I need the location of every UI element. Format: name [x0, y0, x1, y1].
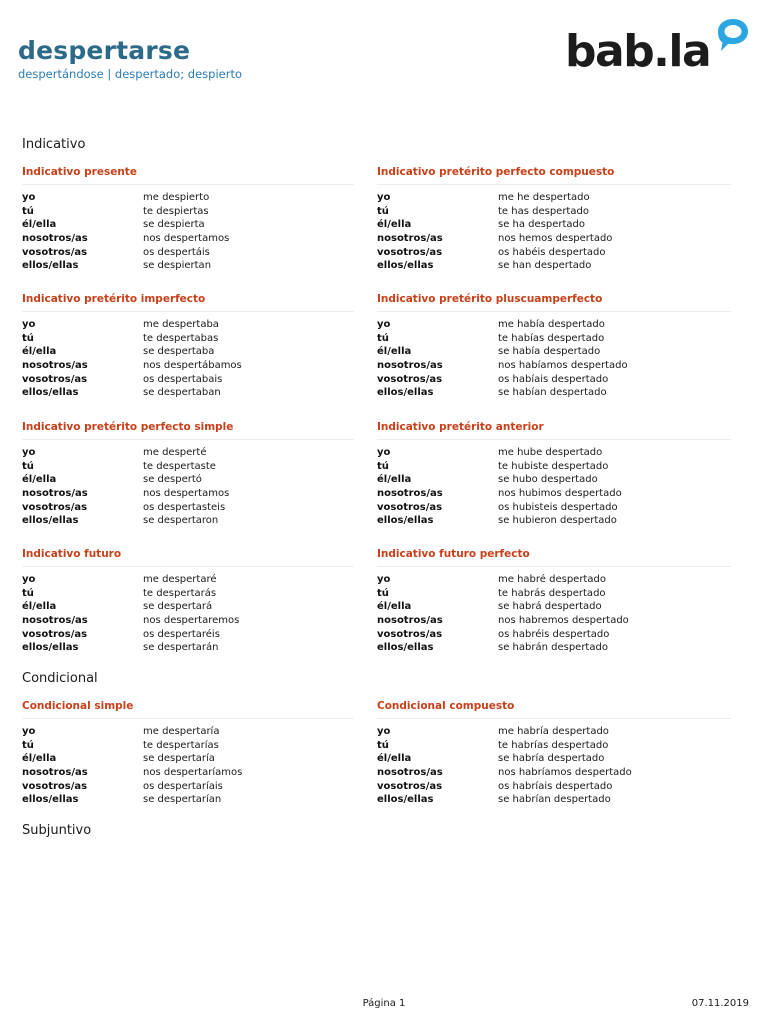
- pronoun: yo: [377, 319, 391, 330]
- tense-block: [377, 698, 731, 807]
- conjugation-list: [377, 191, 731, 273]
- conjugation-row: [22, 739, 354, 753]
- conjugation-row: [377, 641, 731, 655]
- tense-block: [377, 164, 731, 273]
- verb-form: os despertáis: [143, 246, 210, 258]
- conjugation-row: [22, 318, 354, 332]
- conjugation-row: [377, 725, 731, 739]
- pronoun: vosotros/as: [377, 373, 443, 385]
- conjugation-row: [377, 232, 731, 246]
- verb-form: te has despertado: [498, 205, 589, 217]
- tense-title: Indicativo futuro: [22, 546, 354, 567]
- pronoun: yo: [22, 192, 36, 203]
- tense-block: [22, 546, 354, 655]
- mood-indicativo: Indicativo: [22, 137, 86, 152]
- tense-block: [22, 164, 354, 273]
- conjugation-row: [22, 725, 354, 739]
- verb-form: os habíais despertado: [498, 373, 609, 385]
- conjugation-row: [22, 766, 354, 780]
- verb-form: te despertarás: [143, 587, 217, 599]
- conjugation-row: [377, 345, 731, 359]
- pronoun: nosotros/as: [22, 488, 88, 500]
- verb-forms: despertándose | despertado; despierto: [18, 67, 243, 81]
- pronoun: tú: [377, 460, 389, 472]
- pronoun: nosotros/as: [22, 233, 88, 245]
- verb-form: nos despertaríamos: [143, 767, 243, 779]
- pronoun: vosotros/as: [22, 501, 88, 513]
- pronoun: yo: [22, 574, 36, 585]
- pronoun: ellos/ellas: [22, 387, 79, 399]
- conjugation-list: [377, 573, 731, 655]
- conjugation-row: [22, 487, 354, 501]
- pronoun: yo: [377, 192, 391, 203]
- pronoun: ellos/ellas: [377, 794, 434, 806]
- conjugation-row: [377, 218, 731, 232]
- pronoun: nosotros/as: [377, 233, 443, 245]
- verb-form: se hubo despertado: [498, 474, 598, 486]
- conjugation-row: [377, 614, 731, 628]
- mood-condicional: Condicional: [22, 671, 98, 686]
- pronoun: tú: [377, 332, 389, 344]
- speech-bubble-icon: [713, 16, 753, 56]
- verb-form: se han despertado: [498, 260, 592, 272]
- pronoun: ellos/ellas: [22, 260, 79, 272]
- conjugation-row: [22, 752, 354, 766]
- pronoun: yo: [22, 726, 36, 737]
- tense-title: Indicativo pretérito anterior: [377, 419, 731, 440]
- conjugation-row: [22, 218, 354, 232]
- pronoun: ellos/ellas: [377, 515, 434, 527]
- pronoun: nosotros/as: [377, 488, 443, 500]
- verb-form: os despertasteis: [143, 501, 226, 513]
- pronoun: él/ella: [377, 601, 412, 613]
- conjugation-row: [377, 332, 731, 346]
- conjugation-row: [22, 641, 354, 655]
- conjugation-row: [377, 587, 731, 601]
- verb-form: se despertarán: [143, 642, 219, 654]
- verb-form: os habréis despertado: [498, 628, 610, 640]
- tense-title: Indicativo pretérito perfecto compuesto: [377, 164, 731, 185]
- pronoun: tú: [377, 587, 389, 599]
- pronoun: nosotros/as: [22, 767, 88, 779]
- pronoun: yo: [22, 447, 36, 458]
- conjugation-row: [22, 473, 354, 487]
- verb-form: se habían despertado: [498, 387, 607, 399]
- tense-title: Indicativo pretérito imperfecto: [22, 291, 354, 312]
- conjugation-row: [22, 460, 354, 474]
- conjugation-list: [22, 573, 354, 655]
- pronoun: él/ella: [22, 346, 57, 358]
- conjugation-row: [377, 600, 731, 614]
- pronoun: nosotros/as: [22, 360, 88, 372]
- conjugation-row: [22, 514, 354, 528]
- conjugation-row: [22, 259, 354, 273]
- conjugation-row: [22, 628, 354, 642]
- verb-form: me despertaba: [143, 319, 219, 330]
- pronoun: ellos/ellas: [377, 387, 434, 399]
- verb-form: nos habíamos despertado: [498, 360, 628, 372]
- conjugation-row: [22, 587, 354, 601]
- conjugation-row: [377, 246, 731, 260]
- conjugation-row: [22, 614, 354, 628]
- pronoun: yo: [22, 319, 36, 330]
- pronoun: ellos/ellas: [377, 642, 434, 654]
- conjugation-list: [22, 446, 354, 528]
- verb-form: nos habríamos despertado: [498, 767, 632, 779]
- tense-block: [22, 291, 354, 400]
- conjugation-list: [22, 318, 354, 400]
- verb-form: os habéis despertado: [498, 246, 606, 258]
- verb-form: os hubisteis despertado: [498, 501, 618, 513]
- pronoun: él/ella: [22, 474, 57, 486]
- pronoun: él/ella: [22, 601, 57, 613]
- pronoun: nosotros/as: [22, 615, 88, 627]
- conjugation-row: [377, 473, 731, 487]
- verb-form: me había despertado: [498, 319, 605, 330]
- verb-form: se habría despertado: [498, 753, 605, 765]
- conjugation-row: [377, 386, 731, 400]
- pronoun: vosotros/as: [22, 246, 88, 258]
- verb-form: se habrán despertado: [498, 642, 608, 654]
- pronoun: tú: [22, 739, 34, 751]
- verb-form: te habrías despertado: [498, 739, 609, 751]
- verb-form: me desperté: [143, 447, 207, 458]
- verb-form: me habré despertado: [498, 574, 606, 585]
- pronoun: vosotros/as: [377, 780, 443, 792]
- verb-form: te despiertas: [143, 205, 209, 217]
- tense-title: Condicional compuesto: [377, 698, 731, 719]
- conjugation-row: [377, 780, 731, 794]
- verb-form: me despertaré: [143, 574, 217, 585]
- verb-form: nos hubimos despertado: [498, 488, 622, 500]
- logo-text: bab.la: [565, 26, 711, 77]
- tense-block: [22, 698, 354, 807]
- conjugation-row: [377, 752, 731, 766]
- pronoun: ellos/ellas: [377, 260, 434, 272]
- verb-form: se despertó: [143, 474, 202, 486]
- conjugation-row: [22, 793, 354, 807]
- conjugation-row: [22, 345, 354, 359]
- verb-form: nos despertamos: [143, 488, 230, 500]
- verb-form: se despertaban: [143, 387, 221, 399]
- verb-form: se despertaba: [143, 346, 215, 358]
- conjugation-row: [377, 259, 731, 273]
- pronoun: tú: [377, 739, 389, 751]
- conjugation-list: [377, 318, 731, 400]
- conjugation-list: [377, 725, 731, 807]
- babla-logo: [565, 16, 755, 80]
- verb-form: se habrían despertado: [498, 794, 611, 806]
- conjugation-row: [377, 514, 731, 528]
- print-date: 07.11.2019: [691, 998, 749, 1009]
- conjugation-row: [377, 501, 731, 515]
- tense-title: Indicativo futuro perfecto: [377, 546, 731, 567]
- verb-form: se despertaron: [143, 515, 219, 527]
- verb-form: se despertará: [143, 601, 213, 613]
- verb-form: me he despertado: [498, 192, 590, 203]
- verb-form: se despiertan: [143, 260, 212, 272]
- conjugation-row: [377, 191, 731, 205]
- conjugation-row: [22, 501, 354, 515]
- tense-title: Condicional simple: [22, 698, 354, 719]
- conjugation-row: [377, 359, 731, 373]
- pronoun: tú: [22, 332, 34, 344]
- conjugation-row: [377, 487, 731, 501]
- verb-form: nos hemos despertado: [498, 233, 613, 245]
- pronoun: ellos/ellas: [22, 515, 79, 527]
- verb-form: me despierto: [143, 192, 210, 203]
- conjugation-row: [377, 628, 731, 642]
- verb-form: nos habremos despertado: [498, 615, 629, 627]
- verb-form: se habrá despertado: [498, 601, 602, 613]
- tense-block: [377, 419, 731, 528]
- pronoun: él/ella: [377, 753, 412, 765]
- conjugation-row: [22, 205, 354, 219]
- pronoun: vosotros/as: [22, 373, 88, 385]
- verb-form: se hubieron despertado: [498, 515, 617, 527]
- verb-form: os despertabais: [143, 373, 223, 385]
- verb-form: te habías despertado: [498, 332, 605, 344]
- verb-form: te hubiste despertado: [498, 460, 609, 472]
- conjugation-row: [377, 318, 731, 332]
- verb-form: os habríais despertado: [498, 780, 613, 792]
- mood-subjuntivo: Subjuntivo: [22, 823, 92, 838]
- tense-block: [377, 546, 731, 655]
- pronoun: él/ella: [377, 346, 412, 358]
- pronoun: vosotros/as: [377, 246, 443, 258]
- conjugation-row: [377, 373, 731, 387]
- conjugation-list: [377, 446, 731, 528]
- tense-block: [22, 419, 354, 528]
- pronoun: ellos/ellas: [22, 642, 79, 654]
- conjugation-row: [22, 359, 354, 373]
- verb-form: te despertabas: [143, 332, 219, 344]
- page-header: [18, 38, 242, 81]
- verb-form: os despertaréis: [143, 628, 220, 640]
- verb-form: nos despertamos: [143, 233, 230, 245]
- conjugation-row: [22, 246, 354, 260]
- pronoun: vosotros/as: [377, 628, 443, 640]
- verb-title: despertarse: [18, 36, 191, 65]
- tense-title: Indicativo pretérito pluscuamperfecto: [377, 291, 731, 312]
- conjugation-list: [22, 191, 354, 273]
- conjugation-row: [22, 573, 354, 587]
- conjugation-row: [22, 600, 354, 614]
- conjugation-row: [22, 386, 354, 400]
- pronoun: él/ella: [22, 219, 57, 231]
- conjugation-row: [377, 205, 731, 219]
- conjugation-row: [22, 191, 354, 205]
- verb-form: te despertaste: [143, 460, 216, 472]
- pronoun: ellos/ellas: [22, 794, 79, 806]
- pronoun: tú: [377, 205, 389, 217]
- conjugation-row: [22, 373, 354, 387]
- conjugation-list: [22, 725, 354, 807]
- pronoun: nosotros/as: [377, 360, 443, 372]
- pronoun: él/ella: [377, 474, 412, 486]
- pronoun: vosotros/as: [377, 501, 443, 513]
- pronoun: tú: [22, 460, 34, 472]
- tense-block: [377, 291, 731, 400]
- verb-form: se ha despertado: [498, 219, 586, 231]
- conjugation-row: [377, 460, 731, 474]
- verb-form: se había despertado: [498, 346, 601, 358]
- pronoun: él/ella: [377, 219, 412, 231]
- verb-form: os despertaríais: [143, 780, 223, 792]
- verb-form: nos despertábamos: [143, 360, 242, 372]
- verb-form: se despertaría: [143, 753, 215, 765]
- conjugation-row: [22, 446, 354, 460]
- pronoun: yo: [377, 447, 391, 458]
- verb-form: te habrás despertado: [498, 587, 606, 599]
- conjugation-row: [377, 766, 731, 780]
- conjugation-row: [22, 780, 354, 794]
- conjugation-row: [377, 739, 731, 753]
- verb-form: se despierta: [143, 219, 205, 231]
- conjugation-row: [22, 332, 354, 346]
- conjugation-row: [377, 573, 731, 587]
- verb-form: me hube despertado: [498, 447, 603, 458]
- verb-form: te despertarías: [143, 739, 219, 751]
- conjugation-row: [377, 793, 731, 807]
- pronoun: yo: [377, 574, 391, 585]
- pronoun: yo: [377, 726, 391, 737]
- pronoun: vosotros/as: [22, 780, 88, 792]
- pronoun: nosotros/as: [377, 767, 443, 779]
- pronoun: tú: [22, 587, 34, 599]
- tense-title: Indicativo pretérito perfecto simple: [22, 419, 354, 440]
- pronoun: nosotros/as: [377, 615, 443, 627]
- verb-form: se despertarían: [143, 794, 222, 806]
- verb-form: me despertaría: [143, 726, 220, 737]
- pronoun: él/ella: [22, 753, 57, 765]
- verb-form: nos despertaremos: [143, 615, 240, 627]
- conjugation-row: [22, 232, 354, 246]
- verb-form: me habría despertado: [498, 726, 609, 737]
- page-number: Página 1: [362, 998, 406, 1009]
- tense-title: Indicativo presente: [22, 164, 354, 185]
- pronoun: tú: [22, 205, 34, 217]
- pronoun: vosotros/as: [22, 628, 88, 640]
- conjugation-row: [377, 446, 731, 460]
